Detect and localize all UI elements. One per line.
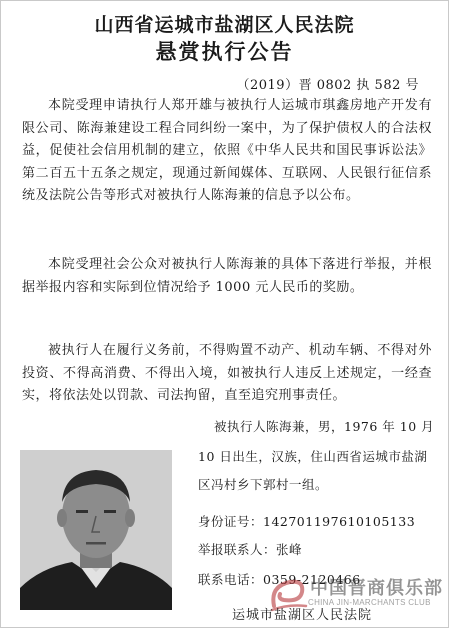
person-info-line-3: 区冯村乡下郭村一组。 bbox=[198, 477, 329, 492]
court-name: 山西省运城市盐湖区人民法院 bbox=[94, 14, 355, 36]
court-signature: 运城市盐湖区人民法院 bbox=[232, 608, 373, 623]
portrait-image bbox=[20, 450, 172, 610]
case-number: （2019）晋 0802 执 582 号 bbox=[236, 78, 419, 93]
paragraph-announcement: 本院受理申请执行人郑开雄与被执行人运城市琪鑫房地产开发有限公司、陈海兼建设工程合同纠纷一案中，为了保护债权人的合法权益，促使社会信用机制的建立，依照《中华人民共和国民事诉讼法》第二百五十五条之规定，现通过新闻媒体、互联网、人民银行征信系统及法院公告等形式对被执行人陈海兼的信息予以公布。 bbox=[22, 98, 432, 203]
id-number: 身份证号：142701197610105133 bbox=[198, 514, 416, 529]
page-title: 悬赏执行公告 bbox=[155, 40, 294, 64]
paragraph-restrictions: 被执行人在履行义务前，不得购置不动产、机动车辆、不得对外投资、不得高消费、不得出入境，如被执行人违反上述规定，一经查实，将依法处以罚款、司法拘留，直至追究刑事责任。 bbox=[22, 343, 432, 403]
person-info-line-1: 被执行人陈海兼，男，1976 年 10 月 bbox=[214, 419, 435, 434]
paragraph-reward: 本院受理社会公众对被执行人陈海兼的具体下落进行举报，并根据举报内容和实际到位情况给予 1000 元人民币的奖励。 bbox=[22, 257, 432, 295]
watermark-cn: 中国晋商俱乐部 bbox=[310, 578, 443, 599]
person-info-line-2: 10 日出生，汉族，住山西省运城市盐湖 bbox=[198, 449, 428, 464]
person-photo bbox=[20, 450, 172, 610]
contact-person: 举报联系人：张峰 bbox=[198, 542, 303, 557]
contact-phone: 联系电话：0359-2120466 bbox=[198, 572, 361, 587]
watermark-en: CHINA JIN-MARCHANTS CLUB bbox=[308, 598, 431, 607]
